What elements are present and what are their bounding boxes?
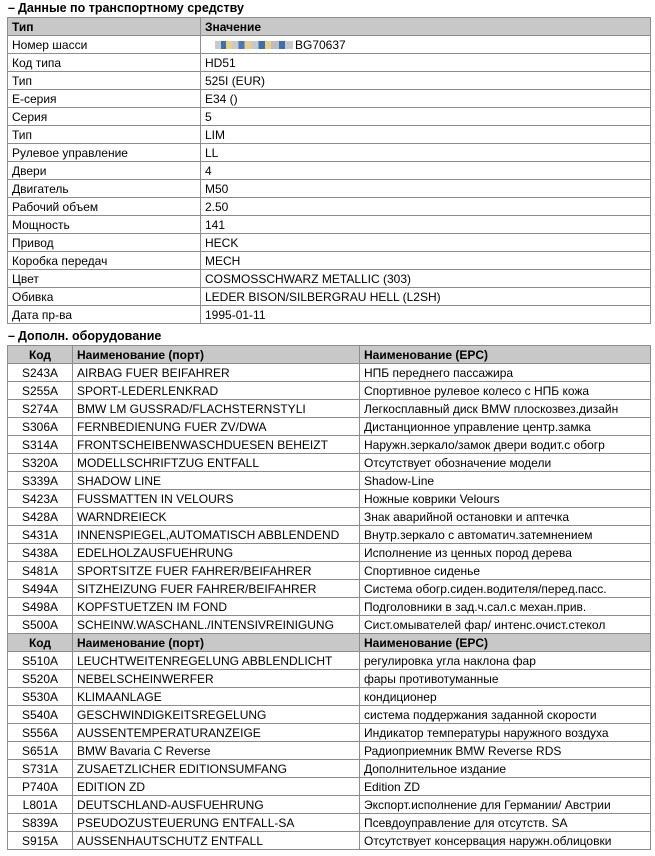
equipment-title: Дополн. оборудование: [18, 329, 162, 343]
option-code: S306A: [8, 418, 73, 436]
param-name: Дата пр-ва: [8, 306, 201, 324]
option-name-port: GESCHWINDIGKEITSREGELUNG: [73, 706, 360, 724]
option-name-epc: Спортивное сиденье: [360, 562, 651, 580]
table-row: [8, 760, 651, 778]
param-value: 141: [201, 216, 651, 234]
table-row: [8, 108, 651, 126]
table-row: [8, 490, 651, 508]
table-row: [8, 598, 651, 616]
option-code: S481A: [8, 562, 73, 580]
table-row: [8, 472, 651, 490]
param-name: Мощность: [8, 216, 201, 234]
chassis-value: BG70637: [295, 37, 346, 52]
header-name-epc: Наименование (EPC): [360, 634, 651, 652]
option-name-epc: регулировка угла наклона фар: [360, 652, 651, 670]
param-name: Серия: [8, 108, 201, 126]
param-name: Двери: [8, 162, 201, 180]
option-code: S540A: [8, 706, 73, 724]
option-name-port: SPORTSITZE FUER FAHRER/BEIFAHRER: [73, 562, 360, 580]
param-name: Двигатель: [8, 180, 201, 198]
option-name-port: WARNDREIECK: [73, 508, 360, 526]
option-code: S255A: [8, 382, 73, 400]
option-name-port: EDITION ZD: [73, 778, 360, 796]
option-name-epc: Подголовники в зад.ч.сал.с механ.прив.: [360, 598, 651, 616]
option-name-epc: Псевдоуправление для отсутств. SA: [360, 814, 651, 832]
param-value: LL: [201, 144, 651, 162]
option-code: S530A: [8, 688, 73, 706]
equipment-header-row: [8, 634, 651, 652]
option-name-port: FUSSMATTEN IN VELOURS: [73, 490, 360, 508]
header-name-epc: Наименование (EPC): [360, 346, 651, 364]
table-row: [8, 234, 651, 252]
header-type: Тип: [8, 18, 201, 36]
option-code: S510A: [8, 652, 73, 670]
table-row: [8, 400, 651, 418]
table-row: [8, 36, 651, 54]
option-name-port: PSEUDOZUSTEUERUNG ENTFALL-SA: [73, 814, 360, 832]
table-row: [8, 616, 651, 634]
option-code: S243A: [8, 364, 73, 382]
param-value: 525I (EUR): [201, 72, 651, 90]
table-row: [8, 832, 651, 850]
equipment-section-title: [0, 328, 655, 345]
option-code: S428A: [8, 508, 73, 526]
option-name-epc: Сист.омывателей фар/ интенс.очист.стекол: [360, 616, 651, 634]
table-row: [8, 54, 651, 72]
param-value: COSMOSSCHWARZ METALLIC (303): [201, 270, 651, 288]
option-code: S839A: [8, 814, 73, 832]
param-name: Коробка передач: [8, 252, 201, 270]
header-name-port: Наименование (порт): [73, 634, 360, 652]
table-row: [8, 288, 651, 306]
option-name-epc: Дистанционное управление центр.замка: [360, 418, 651, 436]
option-code: S520A: [8, 670, 73, 688]
param-name: Тип: [8, 72, 201, 90]
table-row: [8, 706, 651, 724]
collapse-dash-icon[interactable]: –: [8, 329, 15, 343]
param-value: LIM: [201, 126, 651, 144]
option-name-epc: кондиционер: [360, 688, 651, 706]
option-name-port: AIRBAG FUER BEIFAHRER: [73, 364, 360, 382]
option-code: S556A: [8, 724, 73, 742]
table-row: [8, 418, 651, 436]
param-name: Рабочий объем: [8, 198, 201, 216]
option-name-port: BMW Bavaria C Reverse: [73, 742, 360, 760]
table-row: [8, 508, 651, 526]
table-row: [8, 72, 651, 90]
param-value: 2.50: [201, 198, 651, 216]
option-name-epc: Ножные коврики Velours: [360, 490, 651, 508]
option-name-epc: Shadow-Line: [360, 472, 651, 490]
param-name: Рулевое управление: [8, 144, 201, 162]
option-name-epc: Edition ZD: [360, 778, 651, 796]
param-value: 5: [201, 108, 651, 126]
vehicle-section-title: [0, 0, 655, 17]
table-row: [8, 198, 651, 216]
option-name-epc: Внутр.зеркало с автоматич.затемнением: [360, 526, 651, 544]
redacted-mask-icon: [215, 41, 293, 49]
table-row: [8, 670, 651, 688]
option-name-port: SHADOW LINE: [73, 472, 360, 490]
option-name-epc: Наружн.зеркало/замок двери водит.с обогр: [360, 436, 651, 454]
option-code: S494A: [8, 580, 73, 598]
table-row: [8, 144, 651, 162]
param-name: Е-серия: [8, 90, 201, 108]
param-name: Привод: [8, 234, 201, 252]
table-row: [8, 724, 651, 742]
option-name-epc: Отсутствует обозначение модели: [360, 454, 651, 472]
param-value: 4: [201, 162, 651, 180]
option-name-port: FERNBEDIENUNG FUER ZV/DWA: [73, 418, 360, 436]
option-name-epc: фары противотуманные: [360, 670, 651, 688]
table-row: [8, 688, 651, 706]
option-name-epc: Отсутствует консервация наружн.облицовки: [360, 832, 651, 850]
option-code: L801A: [8, 796, 73, 814]
option-code: S438A: [8, 544, 73, 562]
option-name-epc: Экспорт.исполнение для Германии/ Австрии: [360, 796, 651, 814]
option-code: S431A: [8, 526, 73, 544]
option-code: S500A: [8, 616, 73, 634]
option-name-epc: Система обогр.сиден.водителя/перед.пасс.: [360, 580, 651, 598]
vehicle-table: [7, 17, 651, 324]
option-name-port: ZUSAETZLICHER EDITIONSUMFANG: [73, 760, 360, 778]
table-row: [8, 126, 651, 144]
option-code: S915A: [8, 832, 73, 850]
option-name-port: INNENSPIEGEL,AUTOMATISCH ABBLENDEND: [73, 526, 360, 544]
table-row: [8, 436, 651, 454]
table-row: [8, 778, 651, 796]
option-code: S339A: [8, 472, 73, 490]
option-code: S731A: [8, 760, 73, 778]
header-code: Код: [8, 346, 73, 364]
option-code: P740A: [8, 778, 73, 796]
option-name-epc: Индикатор температуры наружного воздуха: [360, 724, 651, 742]
option-name-epc: Исполнение из ценных пород дерева: [360, 544, 651, 562]
param-name: Код типа: [8, 54, 201, 72]
option-name-epc: Дополнительное издание: [360, 760, 651, 778]
option-name-port: AUSSENTEMPERATURANZEIGE: [73, 724, 360, 742]
table-row: [8, 544, 651, 562]
option-name-epc: НПБ переднего пассажира: [360, 364, 651, 382]
table-row: [8, 252, 651, 270]
table-row: [8, 162, 651, 180]
table-row: [8, 814, 651, 832]
header-name-port: Наименование (порт): [73, 346, 360, 364]
vehicle-title: Данные по транспортному средству: [18, 1, 244, 15]
option-name-port: KLIMAANLAGE: [73, 688, 360, 706]
param-name: Цвет: [8, 270, 201, 288]
option-code: S314A: [8, 436, 73, 454]
option-name-port: SCHEINW.WASCHANL./INTENSIVREINIGUNG: [73, 616, 360, 634]
table-row: [8, 562, 651, 580]
param-value: E34 (): [201, 90, 651, 108]
option-name-port: BMW LM GUSSRAD/FLACHSTERNSTYLI: [73, 400, 360, 418]
option-name-epc: Радиоприемник BMW Reverse RDS: [360, 742, 651, 760]
equipment-table: [7, 345, 651, 850]
option-name-port: DEUTSCHLAND-AUSFUEHRUNG: [73, 796, 360, 814]
table-row: [8, 306, 651, 324]
option-name-epc: Спортивное рулевое колесо с НПБ кожа: [360, 382, 651, 400]
param-value: HECK: [201, 234, 651, 252]
option-code: S320A: [8, 454, 73, 472]
param-value: M50: [201, 180, 651, 198]
table-row: [8, 216, 651, 234]
option-code: S498A: [8, 598, 73, 616]
table-row: [8, 796, 651, 814]
option-code: S423A: [8, 490, 73, 508]
param-value: 1995-01-11: [201, 306, 651, 324]
param-value: HD51: [201, 54, 651, 72]
chassis-label: Номер шасси: [8, 36, 201, 54]
header-value: Значение: [201, 18, 651, 36]
option-name-port: NEBELSCHEINWERFER: [73, 670, 360, 688]
table-row: [8, 454, 651, 472]
option-name-port: MODELLSCHRIFTZUG ENTFALL: [73, 454, 360, 472]
table-row: [8, 180, 651, 198]
option-code: S274A: [8, 400, 73, 418]
option-name-port: LEUCHTWEITENREGELUNG ABBLENDLICHT: [73, 652, 360, 670]
vehicle-header-row: [8, 18, 651, 36]
table-row: [8, 270, 651, 288]
option-code: S651A: [8, 742, 73, 760]
param-name: Тип: [8, 126, 201, 144]
option-name-epc: система поддержания заданной скорости: [360, 706, 651, 724]
table-row: [8, 652, 651, 670]
table-row: [8, 742, 651, 760]
chassis-cell: [201, 36, 651, 54]
table-row: [8, 382, 651, 400]
option-name-epc: Знак аварийной остановки и аптечка: [360, 508, 651, 526]
collapse-dash-icon[interactable]: –: [8, 1, 15, 15]
option-name-port: SITZHEIZUNG FUER FAHRER/BEIFAHRER: [73, 580, 360, 598]
option-name-port: FRONTSCHEIBENWASCHDUESEN BEHEIZT: [73, 436, 360, 454]
table-row: [8, 580, 651, 598]
option-name-port: KOPFSTUETZEN IM FOND: [73, 598, 360, 616]
param-value: LEDER BISON/SILBERGRAU HELL (L2SH): [201, 288, 651, 306]
table-row: [8, 90, 651, 108]
equipment-header-row: [8, 346, 651, 364]
option-name-epc: Легкосплавный диск BMW плоскозвез.дизайн: [360, 400, 651, 418]
param-value: MECH: [201, 252, 651, 270]
param-name: Обивка: [8, 288, 201, 306]
table-row: [8, 364, 651, 382]
option-name-port: SPORT-LEDERLENKRAD: [73, 382, 360, 400]
option-name-port: EDELHOLZAUSFUEHRUNG: [73, 544, 360, 562]
table-row: [8, 526, 651, 544]
header-code: Код: [8, 634, 73, 652]
option-name-port: AUSSENHAUTSCHUTZ ENTFALL: [73, 832, 360, 850]
